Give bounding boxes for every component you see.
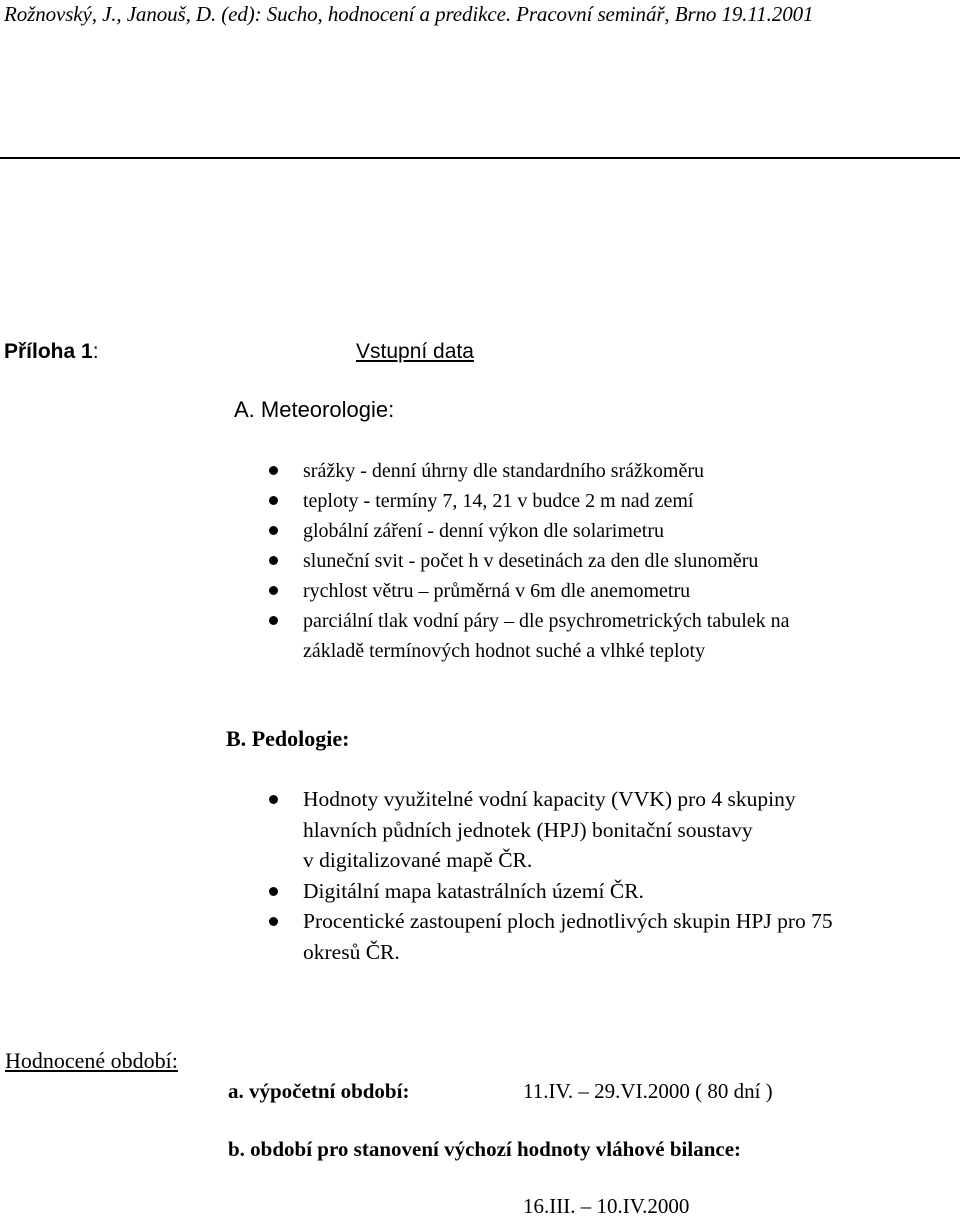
section-a-list [303,456,790,666]
annex-label-text: Příloha 1 [4,340,93,363]
section-a-heading: A. Meteorologie: [234,397,395,422]
list-item-text: rychlost větru – průměrná v 6m dle anemometru [303,580,691,602]
section-b-title: Pedologie: [246,726,350,751]
bullet-dot-icon [269,917,278,926]
initial-balance-period-label: b. období pro stanovení výchozí hodnoty vláhové bilance: [228,1137,742,1161]
list-item [303,606,790,636]
annex-label-colon: : [92,340,99,363]
list-item-text: globální záření - denní výkon dle solarimetru [303,520,665,542]
list-item-continuation [303,636,790,666]
list-item-text: v digitalizované mapě ČR. [303,848,533,872]
annex-label [4,340,99,364]
bullet-dot-icon [269,526,278,535]
list-item-text: srážky - denní úhrny dle standardního srážkoměru [303,460,704,482]
section-b-list [303,784,833,967]
list-item [303,906,833,937]
list-item-text: Procentické zastoupení ploch jednotlivých skupin HPJ pro 75 [303,909,833,933]
list-item [303,456,790,486]
list-item-text: Hodnoty využitelné vodní kapacity (VVK) pro 4 skupiny [303,787,796,811]
list-item [303,546,790,576]
calculation-period-label: a. výpočetní období: [228,1079,410,1103]
bullet-dot-icon [269,466,278,475]
list-item-text: parciální tlak vodní páry – dle psychrometrických tabulek na [303,610,790,632]
list-item [303,516,790,546]
list-item-text: základě termínových hodnot suché a vlhké teploty [303,640,706,662]
list-item-text: hlavních půdních jednotek (HPJ) bonitační soustavy [303,817,753,842]
header-divider [0,157,960,159]
list-item-continuation [303,937,833,968]
bullet-dot-icon [269,586,278,595]
document-header-citation: Rožnovský, J., Janouš, D. (ed): Sucho, hodnocení a predikce. Pracovní seminář, Brno 19.11.2001 [4,2,814,26]
bullet-dot-icon [269,887,278,896]
annex-title: Vstupní data [356,340,474,363]
bullet-dot-icon [269,496,278,505]
bullet-dot-icon [269,556,278,565]
list-item-text: Digitální mapa katastrálních území ČR. [303,878,644,903]
section-b-heading [226,726,349,752]
list-item [303,486,790,516]
list-item-text: okresů ČR. [303,939,400,964]
list-item [303,576,790,606]
evaluation-period-label: Hodnocené období: [5,1048,178,1073]
list-item [303,876,833,907]
list-item-continuation [303,815,833,846]
list-item-continuation [303,845,833,876]
list-item-text: teploty - termíny 7, 14, 21 v budce 2 m nad zemí [303,490,694,512]
list-item [303,784,833,815]
section-b-letter: B. [226,726,247,751]
list-item-text: sluneční svit - počet h v desetinách za den dle slunoměru [303,550,759,572]
calculation-period-value: 11.IV. – 29.VI.2000 ( 80 dní ) [523,1079,773,1103]
initial-balance-period-value: 16.III. – 10.IV.2000 [523,1194,690,1218]
bullet-dot-icon [269,616,278,625]
bullet-dot-icon [269,795,278,804]
